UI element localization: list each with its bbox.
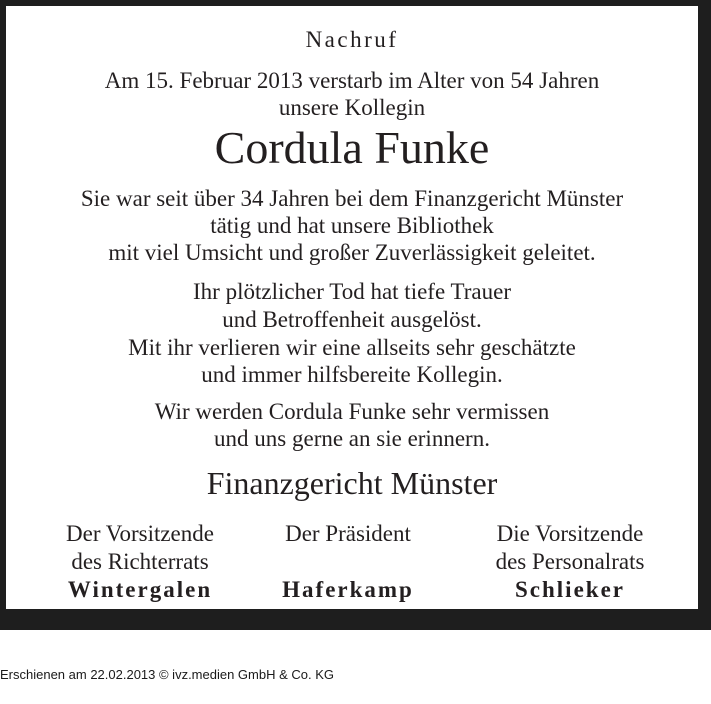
signatory-role-spacer (228, 548, 468, 576)
institution-name: Finanzgericht Münster (206, 465, 498, 501)
signatory-praesident (228, 520, 468, 604)
signatory-personalrat (450, 520, 690, 604)
intro-line-2: unsere Kollegin (278, 95, 426, 120)
signatory-role-line-2: des Personalrats (495, 549, 645, 574)
signatory-role-line-1: Der Vorsitzende (66, 521, 214, 546)
deceased-name: Cordula Funke (214, 122, 490, 173)
paragraph1-line-3: mit viel Umsicht und großer Zuverlässigkeit geleitet. (108, 240, 596, 265)
paragraph2-line-4: und immer hilfsbereite Kollegin. (201, 362, 503, 387)
paragraph2-line-2: und Betroffenheit ausgelöst. (222, 307, 482, 332)
obituary-notice-body (6, 6, 698, 609)
paragraph2-line-3: Mit ihr verlieren wir eine allseits sehr geschätzte (128, 335, 576, 360)
paragraph2-line-1: Ihr plötzlicher Tod hat tiefe Trauer (193, 279, 511, 304)
paragraph1-line-1: Sie war seit über 34 Jahren bei dem Finanzgericht Münster (80, 186, 624, 211)
signatory-richterrat (20, 520, 260, 604)
publication-footer: Erschienen am 22.02.2013 © ivz.medien GmbH & Co. KG (0, 667, 335, 682)
signatory-name: Haferkamp (282, 577, 414, 602)
signatory-name: Schlieker (515, 577, 625, 602)
paragraph3-line-1: Wir werden Cordula Funke sehr vermissen (154, 399, 550, 424)
signatory-name: Wintergalen (67, 577, 213, 602)
signatory-role-line-2: des Richterrats (71, 549, 209, 574)
signatory-role-line-1: Die Vorsitzende (496, 521, 644, 546)
notice-heading: Nachruf (305, 27, 399, 52)
intro-line-1: Am 15. Februar 2013 verstarb im Alter von 54 Jahren (104, 68, 600, 93)
paragraph1-line-2: tätig und hat unsere Bibliothek (210, 213, 494, 238)
signatory-role-line-1: Der Präsident (285, 521, 411, 546)
paragraph3-line-2: und uns gerne an sie erinnern. (214, 426, 490, 451)
